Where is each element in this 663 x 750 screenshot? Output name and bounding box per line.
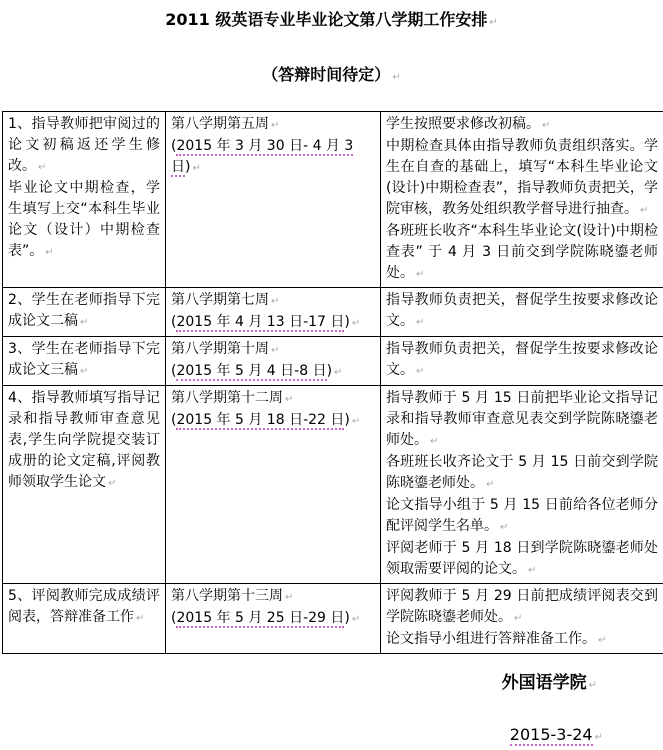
- paragraph-mark-icon: ↵: [500, 522, 508, 533]
- cell-paragraph: 论文指导小组于 5 月 15 日前给各位老师分配评阅学生名单。 ↵: [386, 495, 658, 538]
- paragraph-mark-icon: ↵: [334, 367, 342, 378]
- cell-paragraph: 评阅老师于 5 月 18 日到学院陈晓鎏老师处领取需要评阅的论文。 ↵: [386, 538, 658, 581]
- date-text: 2015 年 4 月 13 日-17 日: [176, 314, 344, 332]
- cell-paragraph: (2015 年 5 月 25 日-29 日) ↵: [171, 608, 375, 630]
- paragraph-mark-icon: ↵: [542, 120, 550, 131]
- paragraph-mark-icon: ↵: [80, 317, 88, 328]
- paragraph-mark-icon: ↵: [192, 163, 200, 174]
- cell-paragraph: 各班班长收齐论文于 5 月 15 日前交到学院陈晓鎏老师处。 ↵: [386, 452, 658, 495]
- time-cell: [166, 288, 381, 337]
- date-text: 2015 年 3 月 30 日- 4 月 3 日: [171, 138, 353, 177]
- cell-paragraph: 评阅教师于 5 月 29 日前把成绩评阅表交到学院陈晓鎏老师处。 ↵: [386, 586, 658, 629]
- table-row: [3, 288, 663, 337]
- cell-paragraph: 第八学期第十周 ↵: [171, 339, 375, 361]
- cell-paragraph: 中期检查具体由指导教师负责组织落实。学生在自查的基础上，填写“本科生毕业论文(设计)中期检查表”，指导教师负责把关，学院审核，教务处组织教学督导进行抽查。 ↵: [386, 136, 658, 221]
- task-cell: [3, 584, 166, 654]
- table-row: [3, 337, 663, 386]
- paragraph-mark-icon: ↵: [38, 162, 46, 173]
- detail-cell: [381, 337, 663, 386]
- schedule-table: [2, 111, 663, 654]
- cell-paragraph: 学生按照要求修改初稿。 ↵: [386, 114, 658, 136]
- cell-paragraph: 论文指导小组进行答辩准备工作。 ↵: [386, 629, 658, 651]
- paragraph-mark-icon: ↵: [416, 366, 424, 377]
- paragraph-mark-icon: ↵: [640, 205, 648, 216]
- time-cell: [166, 386, 381, 584]
- paragraph-mark-icon: ↵: [271, 296, 279, 307]
- date-text: 2015 年 5 月 4 日-8 日: [176, 363, 326, 381]
- paragraph-mark-icon: ↵: [416, 269, 424, 280]
- footer-signature-text: 外国语学院: [502, 673, 587, 693]
- paragraph-mark-icon: ↵: [416, 317, 424, 328]
- detail-cell: [381, 112, 663, 288]
- cell-paragraph: 第八学期第五周 ↵: [171, 114, 375, 136]
- cell-paragraph: 4、指导教师填写指导记录和指导教师审查意见表,学生向学院提交装订成册的论文定稿,评阅教师领取学生论文 ↵: [8, 388, 160, 494]
- cell-paragraph: (2015 年 5 月 4 日-8 日) ↵: [171, 361, 375, 383]
- task-cell: [3, 386, 166, 584]
- paragraph-mark-icon: ↵: [595, 732, 603, 743]
- document-page: [0, 8, 663, 703]
- page-title: [0, 8, 663, 35]
- paragraph-mark-icon: ↵: [430, 436, 438, 447]
- paragraph-mark-icon: ↵: [598, 635, 606, 646]
- date-text: 2015 年 5 月 18 日-22 日: [176, 412, 344, 430]
- cell-paragraph: 2、学生在老师指导下完成论文二稿 ↵: [8, 290, 160, 333]
- task-cell: [3, 112, 166, 288]
- paragraph-mark-icon: ↵: [285, 592, 293, 603]
- paragraph-mark-icon: ↵: [392, 72, 400, 83]
- table-row: [3, 386, 663, 584]
- detail-cell: [381, 386, 663, 584]
- paragraph-mark-icon: ↵: [489, 17, 497, 28]
- schedule-table-body: [3, 112, 663, 654]
- cell-paragraph: (2015 年 4 月 13 日-17 日) ↵: [171, 312, 375, 334]
- time-cell: [166, 337, 381, 386]
- page-subtitle: [0, 63, 663, 90]
- time-cell: [166, 584, 381, 654]
- paragraph-mark-icon: ↵: [514, 613, 522, 624]
- cell-paragraph: 第八学期第七周 ↵: [171, 290, 375, 312]
- page-subtitle-text: （答辩时间待定）: [262, 65, 390, 84]
- paragraph-mark-icon: ↵: [285, 394, 293, 405]
- table-row: [3, 584, 663, 654]
- date-text: 2015 年 5 月 25 日-29 日: [176, 610, 344, 628]
- cell-paragraph: 第八学期第十三周 ↵: [171, 586, 375, 608]
- detail-cell: [381, 288, 663, 337]
- paragraph-mark-icon: ↵: [45, 247, 53, 258]
- paragraph-mark-icon: ↵: [528, 565, 536, 576]
- detail-cell: [381, 584, 663, 654]
- paragraph-mark-icon: ↵: [271, 120, 279, 131]
- task-cell: [3, 337, 166, 386]
- paragraph-mark-icon: ↵: [352, 614, 360, 625]
- paragraph-mark-icon: ↵: [136, 613, 144, 624]
- paragraph-mark-icon: ↵: [352, 318, 360, 329]
- cell-paragraph: (2015 年 5 月 18 日-22 日) ↵: [171, 410, 375, 432]
- cell-paragraph: (2015 年 3 月 30 日- 4 月 3 日) ↵: [171, 136, 375, 179]
- paragraph-mark-icon: ↵: [352, 416, 360, 427]
- task-cell: [3, 288, 166, 337]
- paragraph-mark-icon: ↵: [486, 479, 494, 490]
- paragraph-mark-icon: ↵: [108, 478, 116, 489]
- footer-date-text: 2015-3-24: [510, 725, 593, 746]
- cell-paragraph: 第八学期第十二周 ↵: [171, 388, 375, 410]
- cell-paragraph: 1、指导教师把审阅过的论文初稿返还学生修改。 ↵: [8, 114, 160, 178]
- time-cell: [166, 112, 381, 288]
- paragraph-mark-icon: ↵: [271, 345, 279, 356]
- page-title-text: 2011 级英语专业毕业论文第八学期工作安排: [165, 10, 487, 29]
- cell-paragraph: 指导教师负责把关，督促学生按要求修改论文。 ↵: [386, 339, 658, 382]
- cell-paragraph: 3、学生在老师指导下完成论文三稿 ↵: [8, 339, 160, 382]
- cell-paragraph: 指导教师于 5 月 15 日前把毕业论文指导记录和指导教师审查意见表交到学院陈晓鎏老师处。 ↵: [386, 388, 658, 452]
- paragraph-mark-icon: ↵: [80, 366, 88, 377]
- table-row: [3, 112, 663, 288]
- paragraph-mark-icon: ↵: [589, 680, 597, 691]
- cell-paragraph: 5、评阅教师完成成绩评阅表，答辩准备工作 ↵: [8, 586, 160, 629]
- cell-paragraph: 毕业论文中期检查，学生填写上交“本科生毕业论文（设计）中期检查表”。 ↵: [8, 178, 160, 263]
- cell-paragraph: 指导教师负责把关，督促学生按要求修改论文。 ↵: [386, 290, 658, 333]
- footer-signature: [0, 671, 663, 698]
- cell-paragraph: 各班班长收齐“本科生毕业论文(设计)中期检查表” 于 4 月 3 日前交到学院陈晓鎏老师处。 ↵: [386, 221, 658, 285]
- footer-date: [0, 723, 663, 750]
